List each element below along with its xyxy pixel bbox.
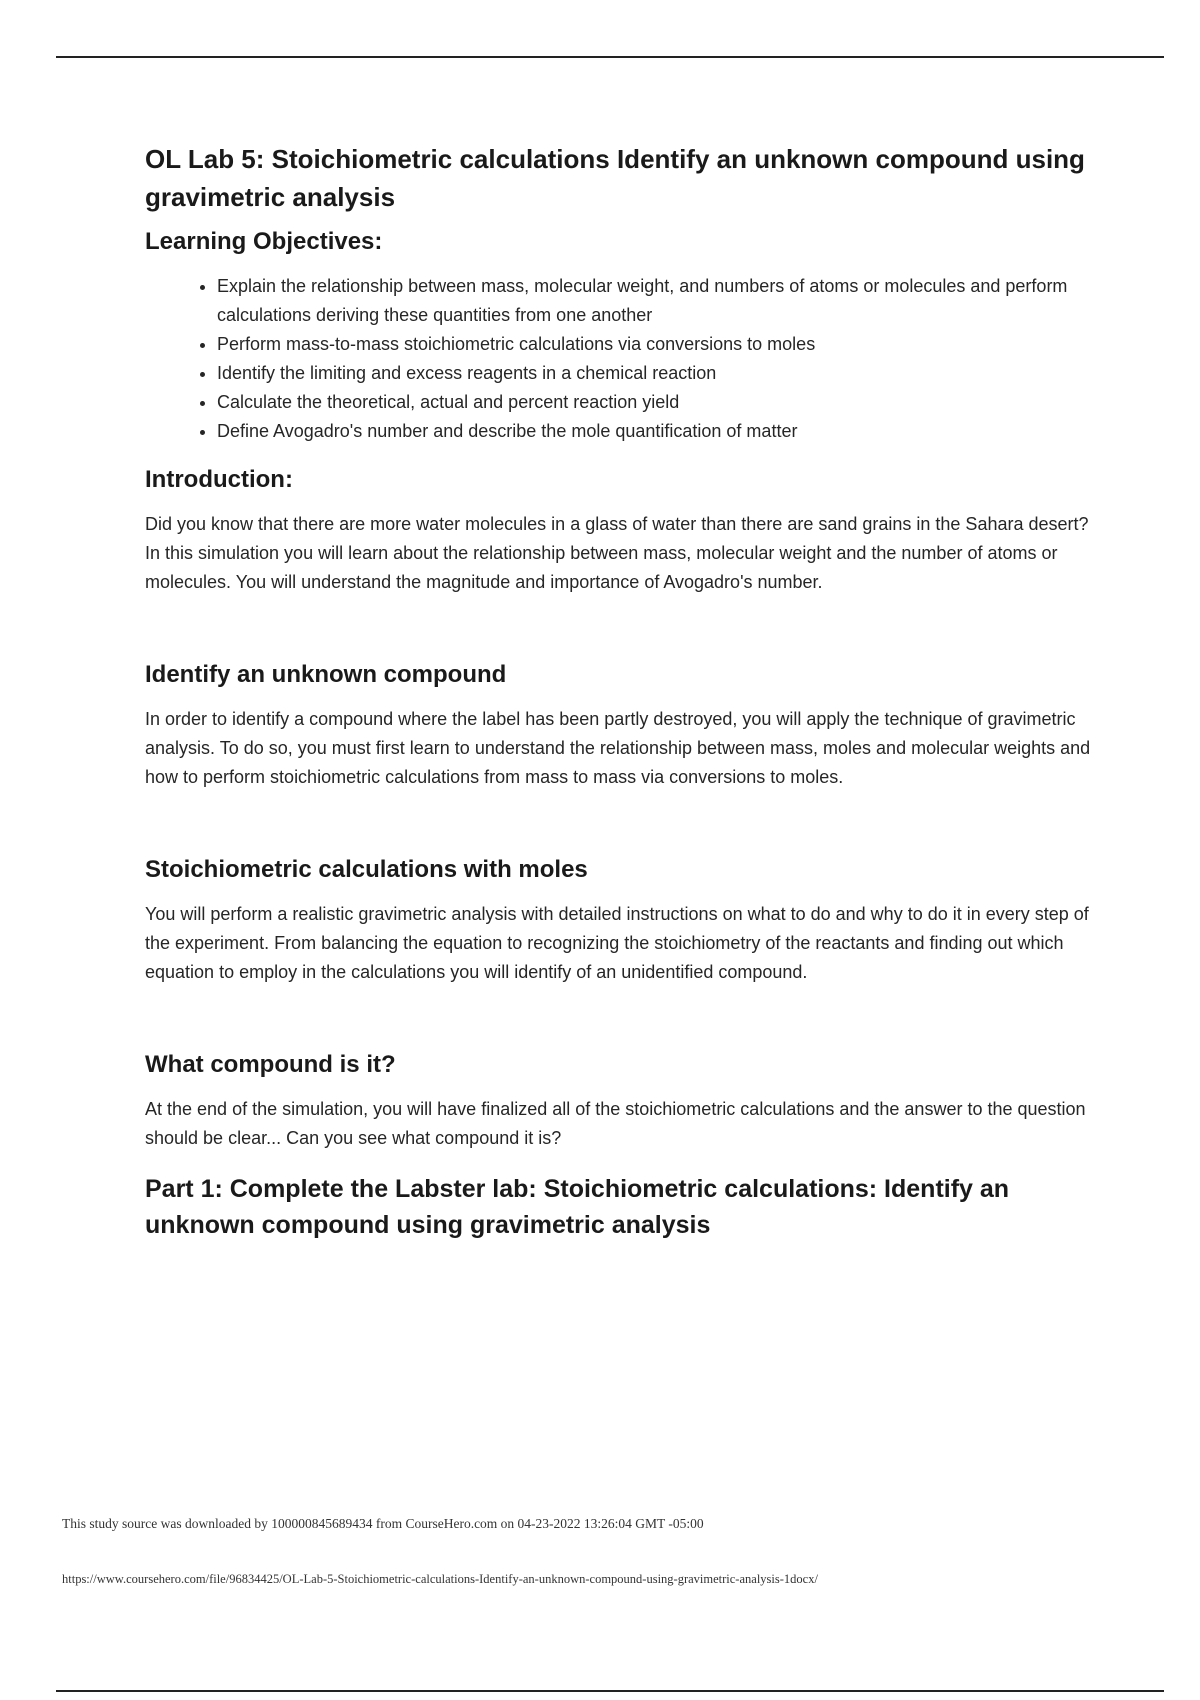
objective-item: • Perform mass-to-mass stoichiometric calculations via conversions to moles — [217, 330, 1095, 359]
objectives-heading: Learning Objectives: — [145, 228, 383, 255]
objective-item: • Identify the limiting and excess reagents in a chemical reaction — [217, 359, 1095, 388]
stoichiometric-heading: Stoichiometric calculations with moles — [145, 856, 588, 883]
what-compound-heading: What compound is it? — [145, 1051, 396, 1078]
objective-item: • Calculate the theoretical, actual and percent reaction yield — [217, 388, 1095, 417]
identify-paragraph: In order to identify a compound where the label has been partly destroyed, you will apply the technique of gravimetric analysis. To do so, you must first learn to understand the relationship between mass, moles and molecular weights and how to perform stoichiometric calculations from mass to mass via conversions to moles. — [145, 709, 1091, 787]
spacer — [145, 1005, 1095, 1049]
source-url-link[interactable]: https://www.coursehero.com/file/96834425/OL-Lab-5-Stoichiometric-calculations-Identify-an-unknown-compound-using-gravimetric-analysis-1docx/ — [62, 1572, 818, 1586]
objective-item: • Define Avogadro's number and describe the mole quantification of matter — [217, 417, 1095, 446]
top-rule — [56, 56, 1164, 58]
objective-item: • Explain the relationship between mass, molecular weight, and numbers of atoms or molecules and perform calculations deriving these quantities from one another — [217, 272, 1095, 330]
identify-heading: Identify an unknown compound — [145, 661, 507, 688]
objectives-list — [145, 272, 1095, 446]
document-body — [145, 140, 1095, 1257]
introduction-heading: Introduction: — [145, 466, 293, 493]
what-compound-paragraph: At the end of the simulation, you will have finalized all of the stoichiometric calculations and the answer to the question should be clear... Can you see what compound it is? — [145, 1099, 1086, 1148]
part1-heading: Part 1: Complete the Labster lab: Stoichiometric calculations: Identify an unknown compound using gravimetric analysis — [145, 1175, 1010, 1239]
spacer — [145, 810, 1095, 854]
stoichiometric-paragraph: You will perform a realistic gravimetric analysis with detailed instructions on what to do and why to do it in every step of the experiment. From balancing the equation to recognizing the stoichiometry of the reactants and finding out which equation to employ in the calculations you will identify of an unidentified compound. — [145, 904, 1089, 982]
download-source-note: This study source was downloaded by 100000845689434 from CourseHero.com on 04-23-2022 13:26:04 GMT -05:00 — [62, 1516, 704, 1531]
introduction-paragraph: Did you know that there are more water molecules in a glass of water than there are sand grains in the Sahara desert? In this simulation you will learn about the relationship between mass, molecular weight and the number of atoms or molecules. You will understand the magnitude and importance of Avogadro's number. — [145, 514, 1089, 592]
document-title: OL Lab 5: Stoichiometric calculations Identify an unknown compound using gravimetric analysis — [145, 144, 1085, 212]
bottom-rule — [56, 1690, 1164, 1692]
spacer — [145, 615, 1095, 659]
